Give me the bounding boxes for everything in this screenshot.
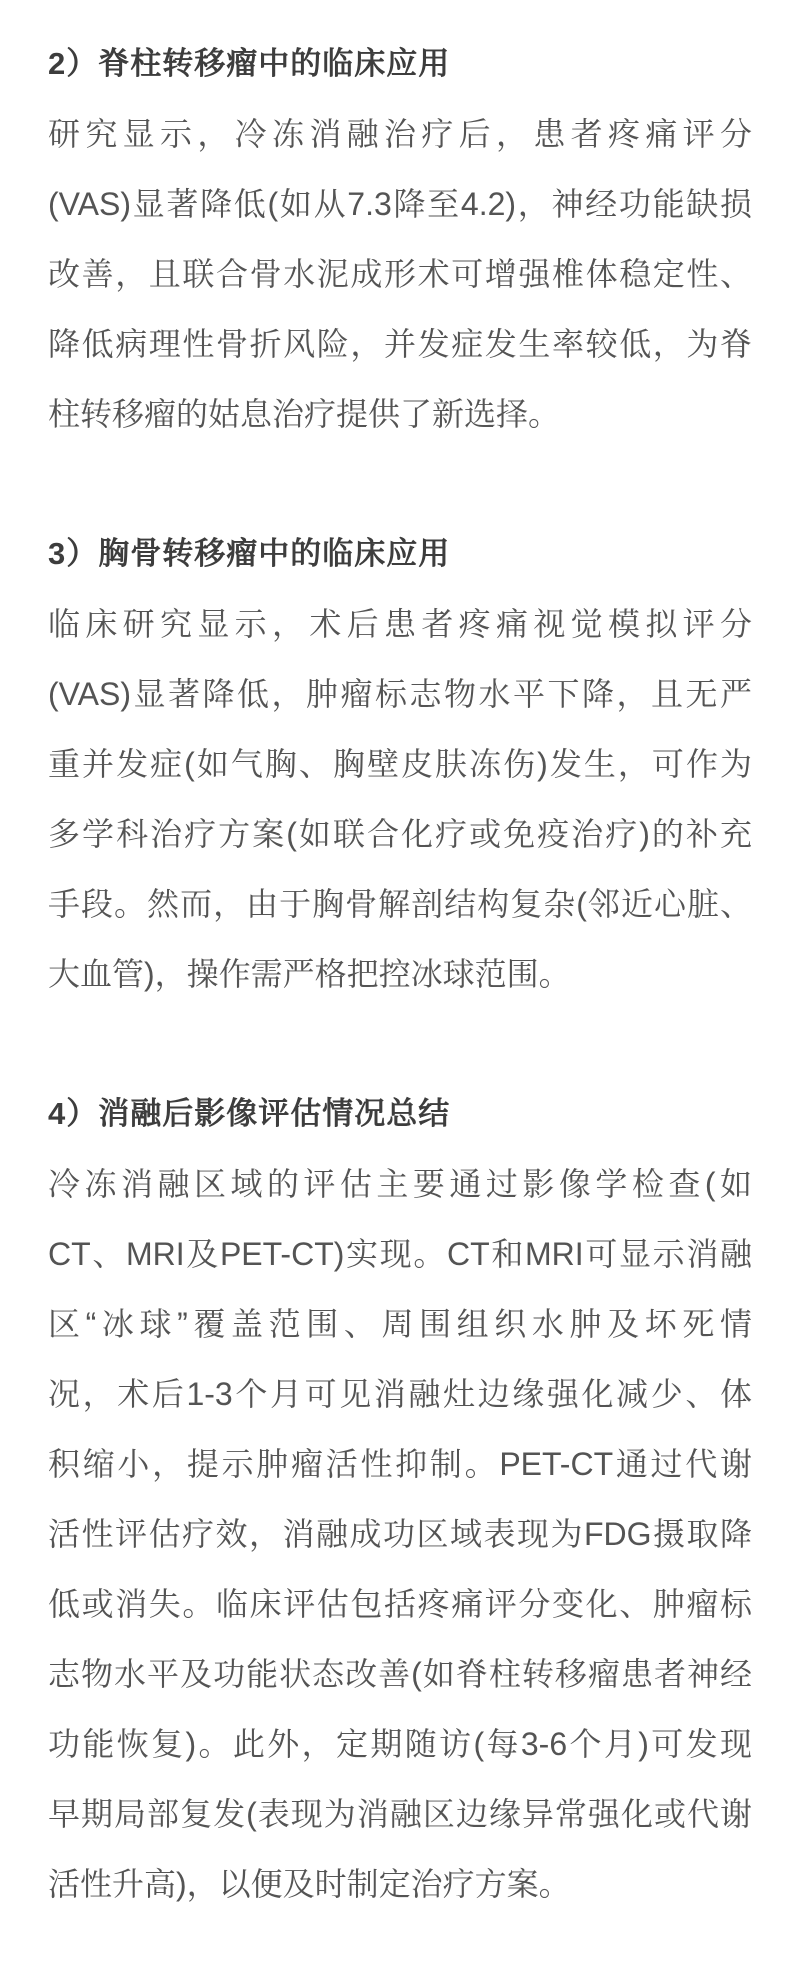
text-line: 手段。然而，由于胸骨解剖结构复杂(邻近心脏、 [48, 886, 752, 922]
text-line: 多学科治疗方案(如联合化疗或免疫治疗)的补充 [48, 816, 752, 852]
text-line: 重并发症(如气胸、胸壁皮肤冻伤)发生，可作为 [48, 746, 752, 782]
text-line: 志物水平及功能状态改善(如脊柱转移瘤患者神经 [48, 1656, 752, 1692]
text-line: (VAS)显著降低，肿瘤标志物水平下降，且无严 [48, 676, 752, 712]
text-line: CT、MRI及PET-CT)实现。CT和MRI可显示消融 [48, 1236, 752, 1272]
text-line: 大血管)，操作需严格把控冰球范围。 [48, 956, 571, 992]
section-heading-sternum: 3）胸骨转移瘤中的临床应用 [48, 536, 451, 571]
section-heading-spinal: 2）脊柱转移瘤中的临床应用 [48, 46, 451, 81]
paragraph-imaging [48, 1149, 752, 1919]
paragraph-spinal [48, 99, 752, 449]
text-line: 研究显示，冷冻消融治疗后，患者疼痛评分 [48, 116, 752, 152]
section-sternum-metastases [48, 519, 752, 1009]
text-line: 降低病理性骨折风险，并发症发生率较低，为脊 [48, 326, 752, 362]
section-post-ablation-imaging [48, 1079, 752, 1919]
text-line: 临床研究显示，术后患者疼痛视觉模拟评分 [48, 606, 752, 642]
section-heading-imaging: 4）消融后影像评估情况总结 [48, 1096, 451, 1131]
section-spinal-metastases [48, 29, 752, 449]
text-line: 低或消失。临床评估包括疼痛评分变化、肿瘤标 [48, 1586, 752, 1622]
text-line: 况，术后1-3个月可见消融灶边缘强化减少、体 [48, 1376, 752, 1412]
text-line: 柱转移瘤的姑息治疗提供了新选择。 [48, 396, 561, 432]
text-line: 区“冰球”覆盖范围、周围组织水肿及坏死情 [48, 1306, 752, 1342]
text-line: 早期局部复发(表现为消融区边缘异常强化或代谢 [48, 1796, 752, 1832]
text-line: 改善，且联合骨水泥成形术可增强椎体稳定性、 [48, 256, 752, 292]
paragraph-sternum [48, 589, 752, 1009]
text-line: 积缩小，提示肿瘤活性抑制。PET-CT通过代谢 [48, 1446, 752, 1482]
text-line: 活性评估疗效，消融成功区域表现为FDG摄取降 [48, 1516, 752, 1552]
text-line: 活性升高)，以便及时制定治疗方案。 [48, 1866, 571, 1902]
text-line: 冷冻消融区域的评估主要通过影像学检查(如 [48, 1166, 752, 1202]
text-line: 功能恢复)。此外，定期随访(每3-6个月)可发现 [48, 1726, 752, 1762]
text-line: (VAS)显著降低(如从7.3降至4.2)，神经功能缺损 [48, 186, 752, 222]
